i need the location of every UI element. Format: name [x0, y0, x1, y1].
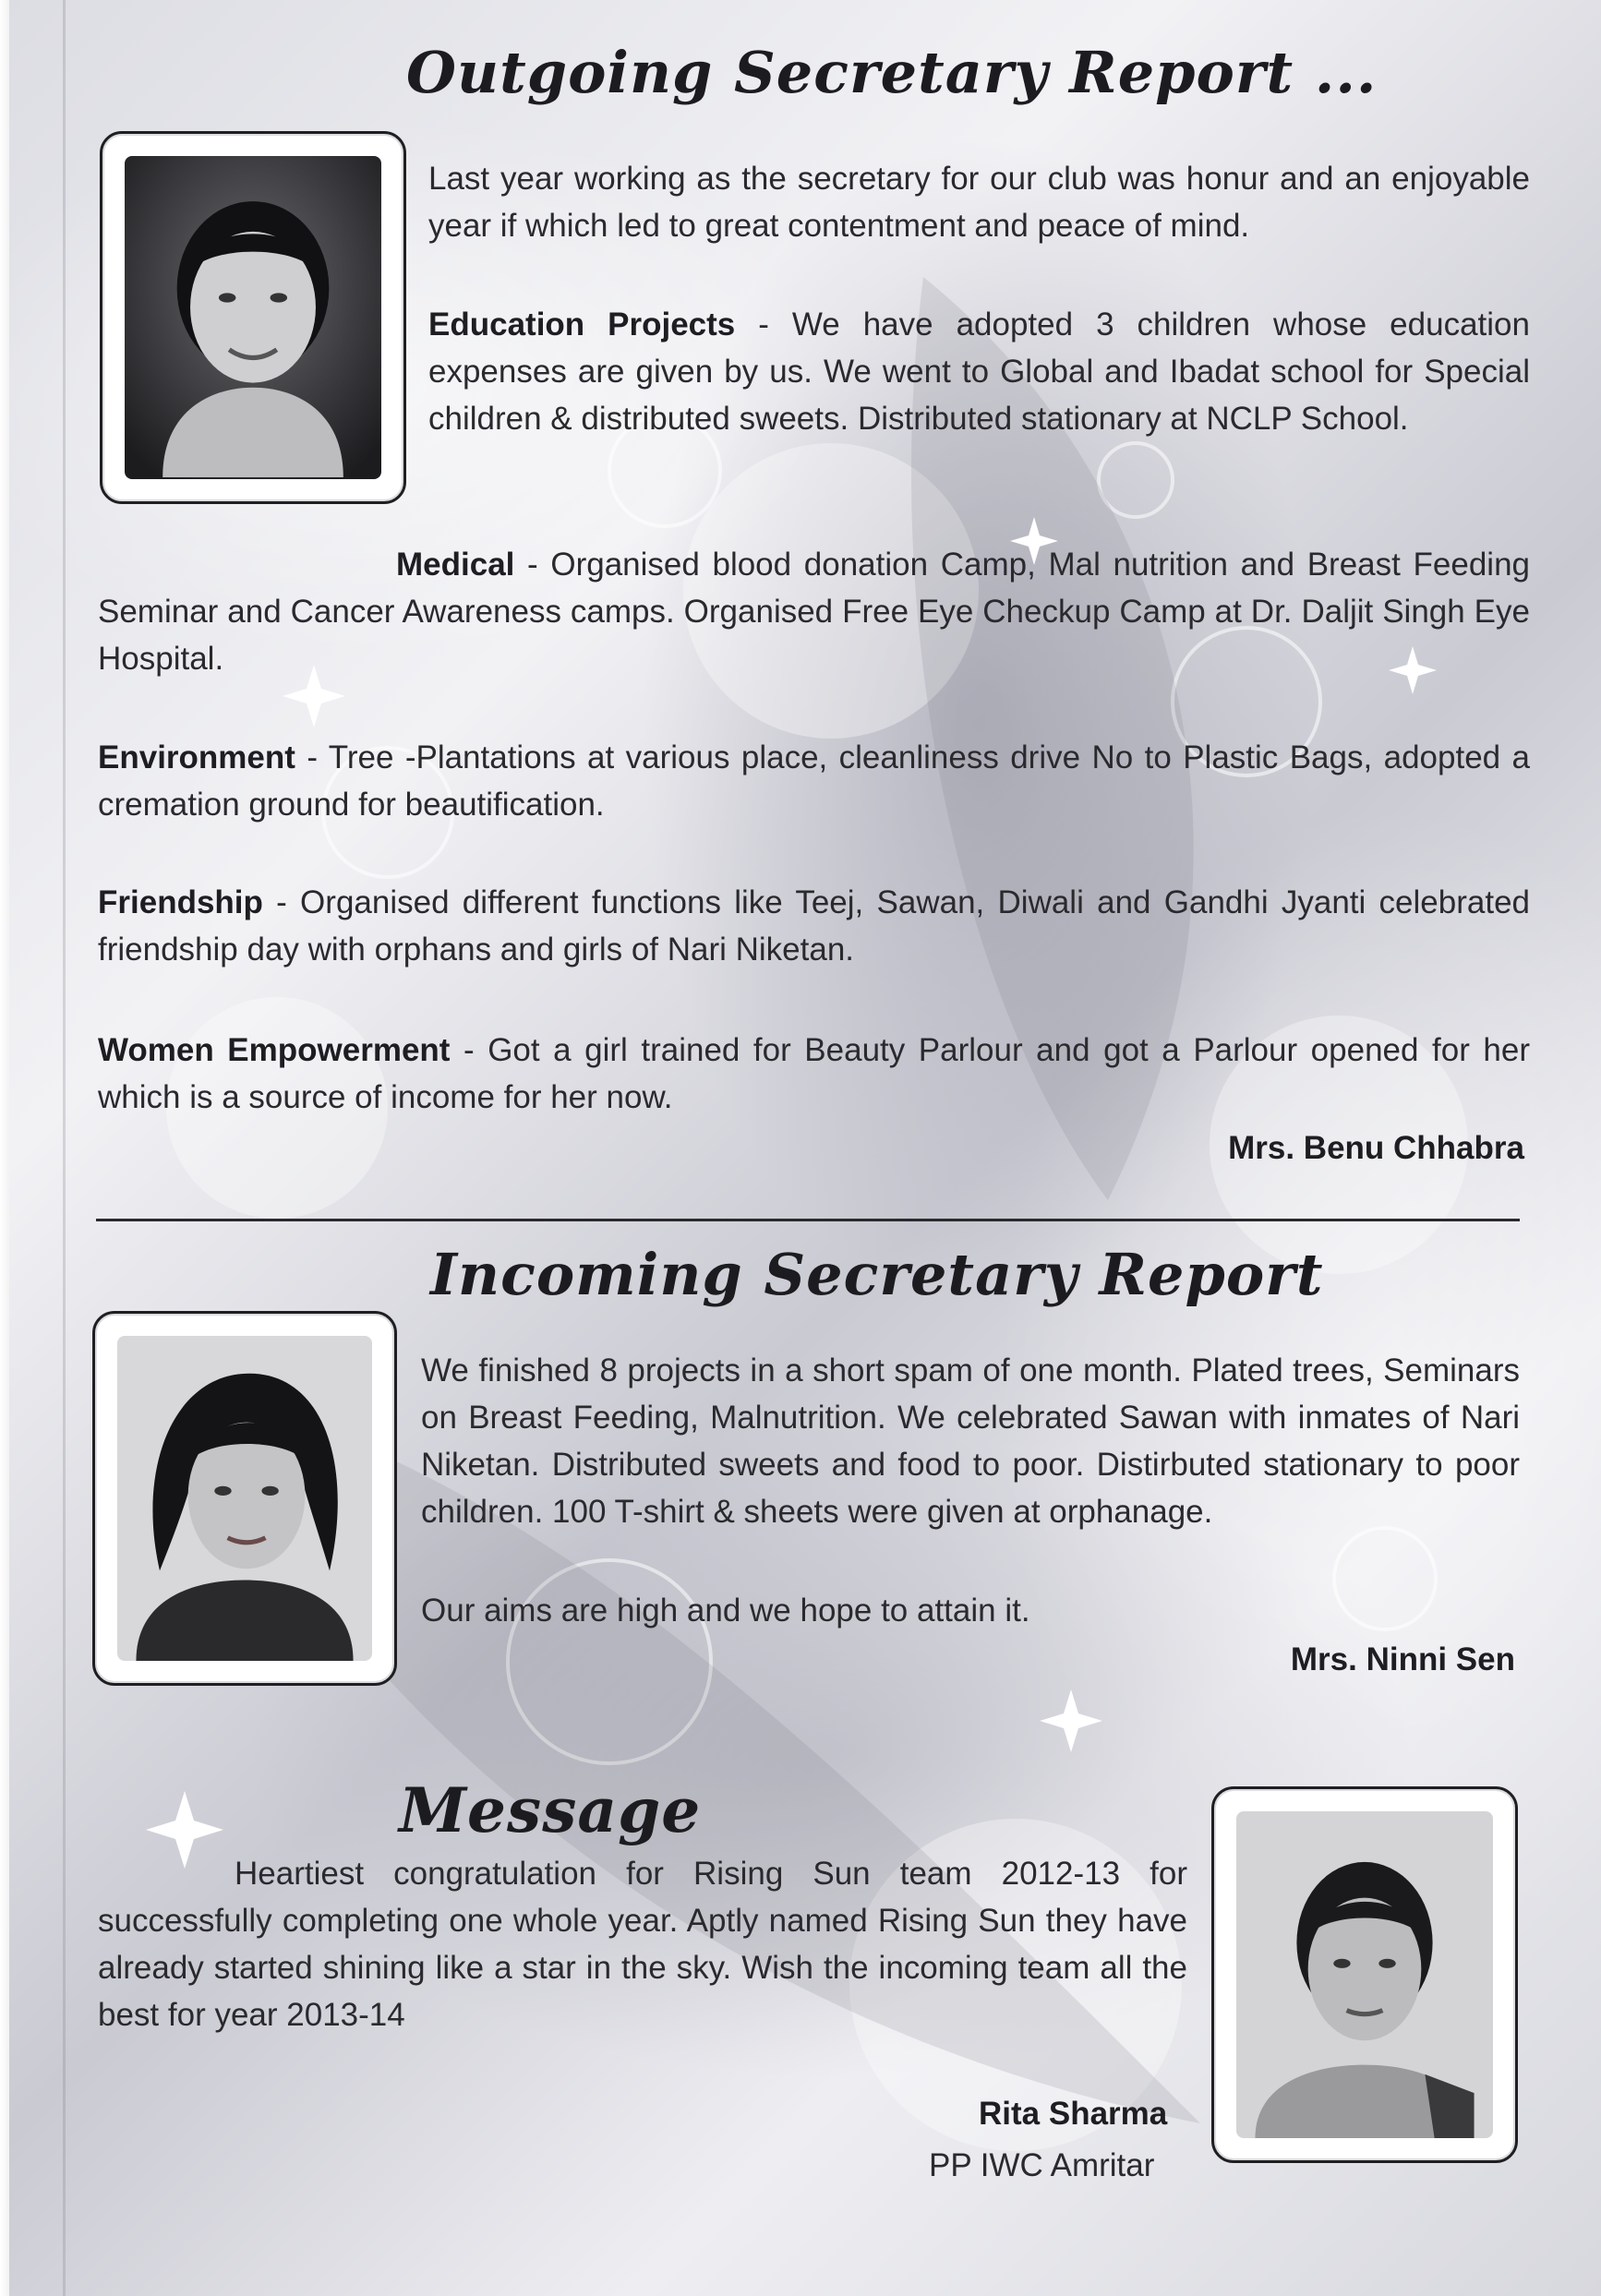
outgoing-friendship [98, 879, 1530, 973]
outgoing-signature: Mrs. Benu Chhabra [1228, 1130, 1524, 1166]
incoming-portrait [117, 1336, 372, 1661]
page-binding-strip [0, 0, 9, 2296]
message-signature: Rita Sharma [979, 2096, 1168, 2132]
message-subtitle: PP IWC Amritar [929, 2147, 1155, 2183]
outgoing-photo-frame [100, 131, 406, 504]
message-portrait [1236, 1811, 1493, 2138]
incoming-photo-frame [92, 1311, 397, 1686]
outgoing-environment [98, 734, 1530, 828]
outgoing-medical [98, 541, 1530, 682]
environment-text: - Tree -Plantations at various place, cleanliness drive No to Plastic Bags, adopted a cremation ground for beautification. [98, 739, 1530, 823]
message-body: Heartiest congratulation for Rising Sun team 2012-13 for successfully completing one whole year. Aptly named Rising Sun they have already started shining like a star in the sky. Wish the incoming team all the best for year 2013-14 [98, 1856, 1187, 2033]
outgoing-title: Outgoing Secretary Report ... [406, 39, 1378, 106]
incoming-signature: Mrs. Ninni Sen [1290, 1641, 1515, 1677]
women-text: - Got a girl trained for Beauty Parlour and got a Parlour opened for her which is a source of income for her now. [98, 1032, 1530, 1115]
education-label: Education Projects [428, 307, 736, 343]
friendship-label: Friendship [98, 884, 263, 920]
incoming-body: We finished 8 projects in a short spam of one month. Plated trees, Seminars on Breast Feeding, Malnutrition. We celebrated Sawan with inmates of Nari Niketan. Distributed sweets and food to poor. Distirbuted stationary to poor children. 100 T-shirt & sheets were given at orphanage. [421, 1352, 1520, 1530]
section-divider [96, 1219, 1520, 1221]
outgoing-intro: Last year working as the secretary for our club was honur and an enjoyable year if which led to great contentment and peace of mind. [428, 161, 1530, 244]
environment-label: Environment [98, 739, 295, 775]
page-binding-edge [63, 0, 66, 2296]
medical-label: Medical [396, 547, 515, 583]
education-text: - We have adopted 3 children whose education expenses are given by us. We went to Global and Ibadat school for Special children & distributed sweets. Distributed stationary at NCLP School. [428, 307, 1530, 437]
outgoing-portrait [125, 156, 381, 479]
friendship-text: - Organised different functions like Teej, Sawan, Diwali and Gandhi Jyanti celebrated friendship day with orphans and girls of Nari Niketan. [98, 884, 1530, 968]
women-label: Women Empowerment [98, 1032, 451, 1068]
outgoing-women-empowerment [98, 1027, 1530, 1121]
incoming-title: Incoming Secretary Report [430, 1241, 1324, 1308]
medical-text: - Organised blood donation Camp, Mal nutrition and Breast Feeding Seminar and Cancer Awareness camps. Organised Free Eye Checkup Camp at Dr. Daljit Singh Eye Hospital. [98, 547, 1530, 677]
message-photo-frame [1211, 1786, 1518, 2163]
message-title: Message [399, 1774, 702, 1846]
outgoing-education [428, 301, 1530, 442]
incoming-closing: Our aims are high and we hope to attain it. [421, 1593, 1030, 1629]
